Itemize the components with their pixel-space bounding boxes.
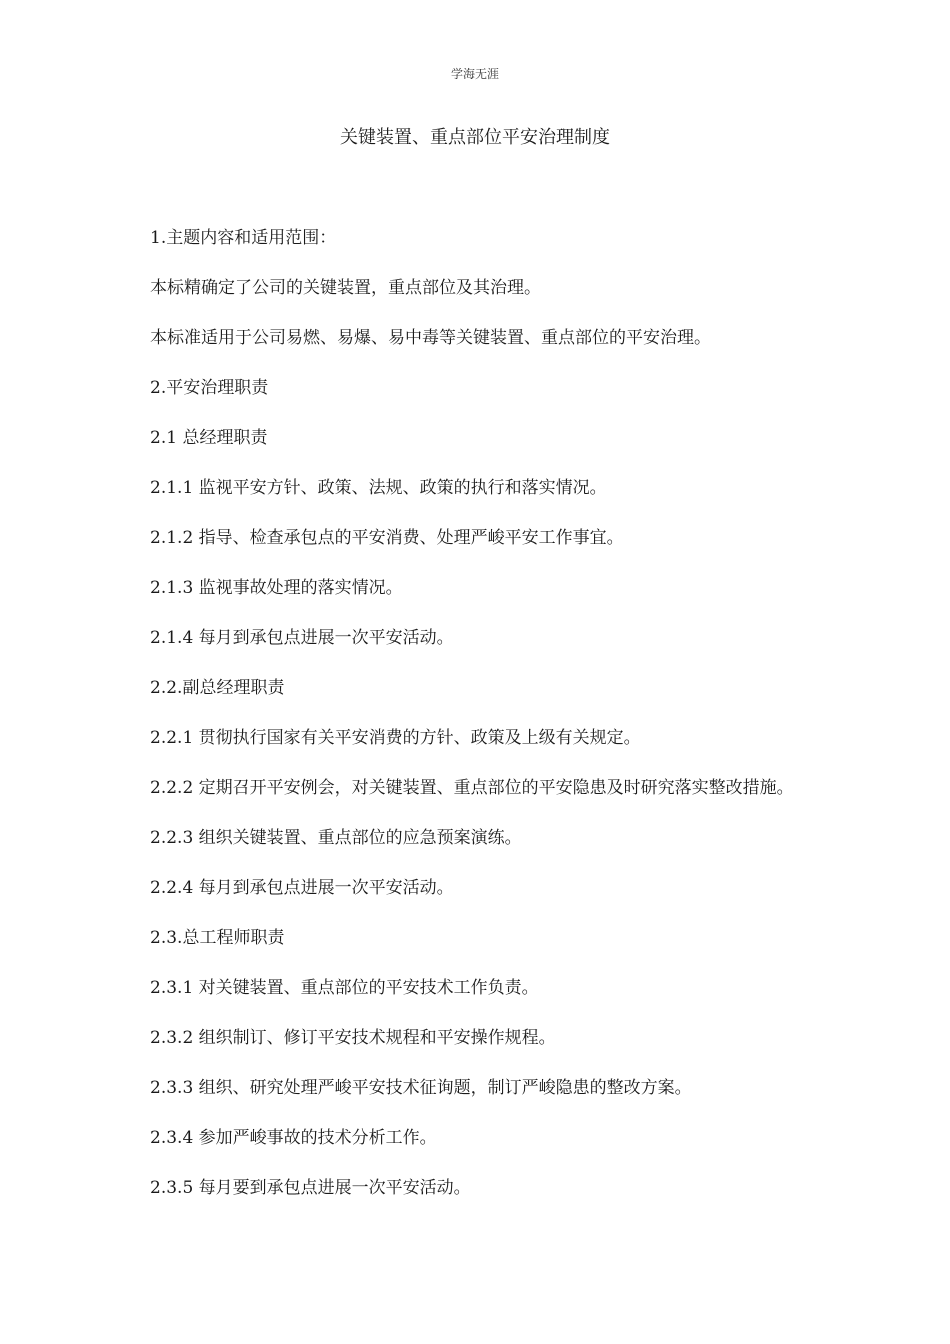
paragraph: 2.3.5 每月要到承包点进展一次平安活动。 [150, 1178, 471, 1198]
paragraph: 2.2.副总经理职责 [150, 678, 285, 698]
paragraph: 本标精确定了公司的关键装置，重点部位及其治理。 [150, 278, 541, 298]
paragraph: 2.1.1 监视平安方针、政策、法规、政策的执行和落实情况。 [150, 478, 607, 498]
paragraph: 2.2.1 贯彻执行国家有关平安消费的方针、政策及上级有关规定。 [150, 728, 641, 748]
paragraph: 2.1.3 监视事故处理的落实情况。 [150, 578, 403, 598]
paragraph: 2.2.2 定期召开平安例会，对关键装置、重点部位的平安隐患及时研究落实整改措施。 [150, 778, 794, 798]
page-header: 学海无涯 [450, 67, 499, 81]
document-title: 关键装置、重点部位平安治理制度 [340, 127, 610, 148]
paragraph: 2.3.2 组织制订、修订平安技术规程和平安操作规程。 [150, 1028, 556, 1048]
paragraph: 2.1.2 指导、检查承包点的平安消费、处理严峻平安工作事宜。 [150, 528, 624, 548]
paragraph: 2.2.3 组织关键装置、重点部位的应急预案演练。 [150, 828, 522, 848]
paragraph: 2.2.4 每月到承包点进展一次平安活动。 [150, 878, 454, 898]
paragraph: 1.主题内容和适用范围： [150, 228, 337, 248]
paragraph: 2.3.3 组织、研究处理严峻平安技术征询题，制订严峻隐患的整改方案。 [150, 1078, 692, 1098]
paragraph: 2.3.1 对关键装置、重点部位的平安技术工作负责。 [150, 978, 539, 998]
paragraph: 2.平安治理职责 [150, 378, 269, 398]
document-body [150, 226, 800, 1226]
paragraph: 2.3.总工程师职责 [150, 928, 285, 948]
paragraph: 2.1 总经理职责 [150, 428, 268, 448]
paragraph: 本标准适用于公司易燃、易爆、易中毒等关键装置、重点部位的平安治理。 [150, 328, 711, 348]
paragraph: 2.3.4 参加严峻事故的技术分析工作。 [150, 1128, 437, 1148]
paragraph: 2.1.4 每月到承包点进展一次平安活动。 [150, 628, 454, 648]
